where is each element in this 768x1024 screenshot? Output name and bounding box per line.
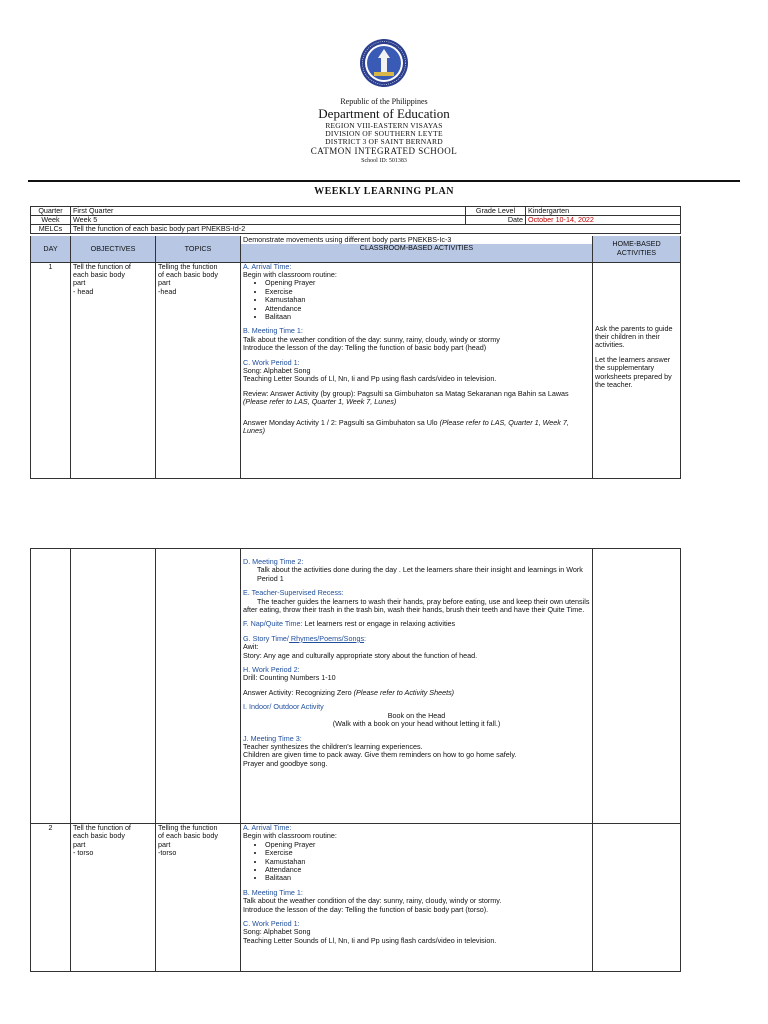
school-name: CATMON INTEGRATED SCHOOL [310, 146, 458, 156]
division-line: DIVISION OF SOUTHERN LEYTE [325, 129, 443, 138]
list-item: • Exercise [265, 288, 590, 296]
day-2-row [31, 824, 681, 972]
date-value: October 10-14, 2022 [526, 216, 681, 225]
meeting-2-title: D. Meeting Time 2: [243, 557, 304, 566]
list-item: • Balitaan [265, 313, 590, 321]
day-1-number: 1 [31, 262, 71, 478]
header-row [31, 236, 681, 262]
objectives-header: OBJECTIVES [71, 236, 156, 262]
work-2-title: H. Work Period 2: [243, 665, 300, 675]
day-2-objective: Tell the function of each basic body part - torso [71, 824, 156, 972]
week-label: Week [31, 216, 71, 225]
grade-label: Grade Level [466, 207, 526, 216]
day-2-topic: Telling the function of each basic body part -torso [156, 824, 241, 972]
deped-seal-icon [359, 38, 409, 88]
meeting-1-title: B. Meeting Time 1: [243, 887, 303, 897]
day-1-topic: Telling the function of each basic body part -head [156, 262, 241, 478]
date-label: Date [466, 216, 526, 225]
list-item: • Attendance [265, 305, 590, 313]
region-line: REGION VIII-EASTERN VISAYAS [325, 121, 443, 130]
info-table [30, 206, 681, 234]
work-2-activity: Answer Activity: Recognizing Zero (Please refer to Activity Sheets) [243, 687, 455, 697]
melcs-label: MELCs [31, 225, 71, 234]
list-item: • Attendance [265, 866, 590, 874]
list-item: • Kamustahan [265, 296, 590, 304]
header-divider [28, 180, 740, 182]
day-1-continued-row [31, 549, 681, 824]
meeting-1-title: B. Meeting Time 1: [243, 326, 303, 336]
day-1-objective: Tell the function of each basic body part - head [71, 262, 156, 478]
outdoor-title: I. Indoor/ Outdoor Activity [243, 702, 324, 712]
topics-header: TOPICS [156, 236, 241, 262]
melc-1: Tell the function of each basic body part PNEKBS-Id-2 [71, 225, 681, 234]
plan-table-page-2 [30, 548, 681, 972]
nap-time: F. Nap/Quite Time: Let learners rest or engage in relaxing activities [243, 619, 456, 629]
review-text: Review: Answer Activity (by group): Pagsulti sa Gimbuhaton sa Matag Sekaranan nga Bahin sa Lawas (Please refer to LAS, Quarter 1, Week 7, Lunes) [243, 388, 569, 407]
day-2-activities: A. Arrival Time: Begin with classroom routine: • Opening Prayer • Exercise • Kamustahan • Attendance • Balitaan B. Meeting Time 1: Talk about the weather condition of the day: sunny, rainy, cloudy, windy or stormy. Introduce the lesson of the day: Telling the function of basic body part (torso). C. Work Period 1: Song: Alphabet Song Teaching Letter Sounds of Ll, Nn, Ii and Pp using flash cards/video in television. [241, 824, 593, 972]
grade-value: Kindergarten [526, 207, 681, 216]
arrival-title: A. Arrival Time: [243, 823, 292, 832]
quarter-label: Quarter [31, 207, 71, 216]
plan-table-page-1 [30, 236, 681, 479]
district-line: DISTRICT 3 OF SAINT BERNARD [325, 137, 443, 146]
week-row [31, 216, 681, 225]
day-1-continued-activities: D. Meeting Time 2: Talk about the activities done during the day . Let the learners share their insight and learnings in Work Period 1 E. Teacher-Supervised Recess: The teacher guides the learners to wash their hands, pray before eating, use and keep their own utensils after eating, throw their trash in the trash bin, wash their hands, brush their teeth and have their Quite Time. F. Nap/Quite Time: Let learners rest or engage in relaxing activities G. Story Time/ Rhymes/Poems/Songs: Awit: Story: Any age and culturally appropriate story about the function of head. H. Work Period 2: Drill: Counting Numbers 1-10 Answer Activity: Recognizing Zero (Please refer to Activity Sheets) I. Indoor/ Outdoor Activity Book on the Head (Walk with a book on your head without letting it fall.) J. Meeting Time 3: Teacher synthesizes the children's learning experiences. Children are given time to pack away. Give them reminders on how to go home safely. Prayer and goodbye song. [241, 549, 593, 824]
work-1-title: C. Work Period 1: [243, 357, 300, 367]
week-value: Week 5 [71, 216, 466, 225]
story-time-title: G. Story Time/ Rhymes/Poems/Songs: [243, 633, 367, 643]
quarter-value: First Quarter [71, 207, 466, 216]
work-1-title: C. Work Period 1: [243, 919, 300, 929]
melc-2: Demonstrate movements using different body parts PNEKBS-Ic-3 [241, 236, 592, 244]
day-header: DAY [31, 236, 71, 262]
day-2-number: 2 [31, 824, 71, 972]
day-1-row [31, 262, 681, 478]
melcs-row [31, 225, 681, 234]
classroom-header-label: CLASSROOM-BASED ACTIVITIES [359, 243, 474, 253]
department-name: Department of Education [318, 106, 450, 121]
day-1-activities: A. Arrival Time: Begin with classroom routine: • Opening Prayer • Exercise • Kamustahan • Attendance • Balitaan B. Meeting Time 1: Talk about the weather condition of the day: sunny, rainy, cloudy, windy or stormy Introduce the lesson of the day: Telling the function of basic body part (head) C. Work Period 1: Song: Alphabet Song Teaching Letter Sounds of Ll, Nn, Ii and Pp using flash cards/video in television. Review: Answer Activity (by group): Pagsulti sa Gimbuhaton sa Matag Sekaranan nga Bahin sa Lawas (Please refer to LAS, Quarter 1, Week 7, Lunes) Answer Monday Activity 1 / 2: Pagsulti sa Gimbuhaton sa Ulo (Please refer to LAS, Quarter 1, Week 7, Lunes) [241, 262, 593, 478]
list-item: • Balitaan [265, 874, 590, 882]
classroom-header [241, 236, 593, 262]
arrival-title: A. Arrival Time: [243, 262, 292, 271]
arrival-intro: Begin with classroom routine: [243, 269, 337, 279]
meeting-3-title: J. Meeting Time 3: [243, 733, 302, 743]
routine-list [265, 841, 590, 883]
recess-title: E. Teacher-Supervised Recess: [243, 588, 344, 598]
day-2-home-activities [593, 824, 681, 972]
quarter-row [31, 207, 681, 216]
plan-title: WEEKLY LEARNING PLAN [314, 186, 454, 197]
home-header: HOME-BASED ACTIVITIES [593, 236, 681, 262]
monday-activity: Answer Monday Activity 1 / 2: Pagsulti sa Gimbuhaton sa Ulo (Please refer to LAS, Quarter 1, Week 7, Lunes) [243, 417, 569, 435]
republic-line: Republic of the Philippines [340, 97, 428, 106]
list-item: • Opening Prayer [265, 841, 590, 849]
list-item: • Exercise [265, 849, 590, 857]
letterhead [0, 38, 768, 166]
list-item: • Opening Prayer [265, 279, 590, 287]
list-item: • Kamustahan [265, 858, 590, 866]
routine-list [265, 279, 590, 321]
school-id: School ID: 501383 [361, 158, 407, 164]
day-1-home-activities: Ask the parents to guide their children in their activities. Let the learners answer the supplementary worksheets prepared by the teacher. [593, 262, 681, 478]
